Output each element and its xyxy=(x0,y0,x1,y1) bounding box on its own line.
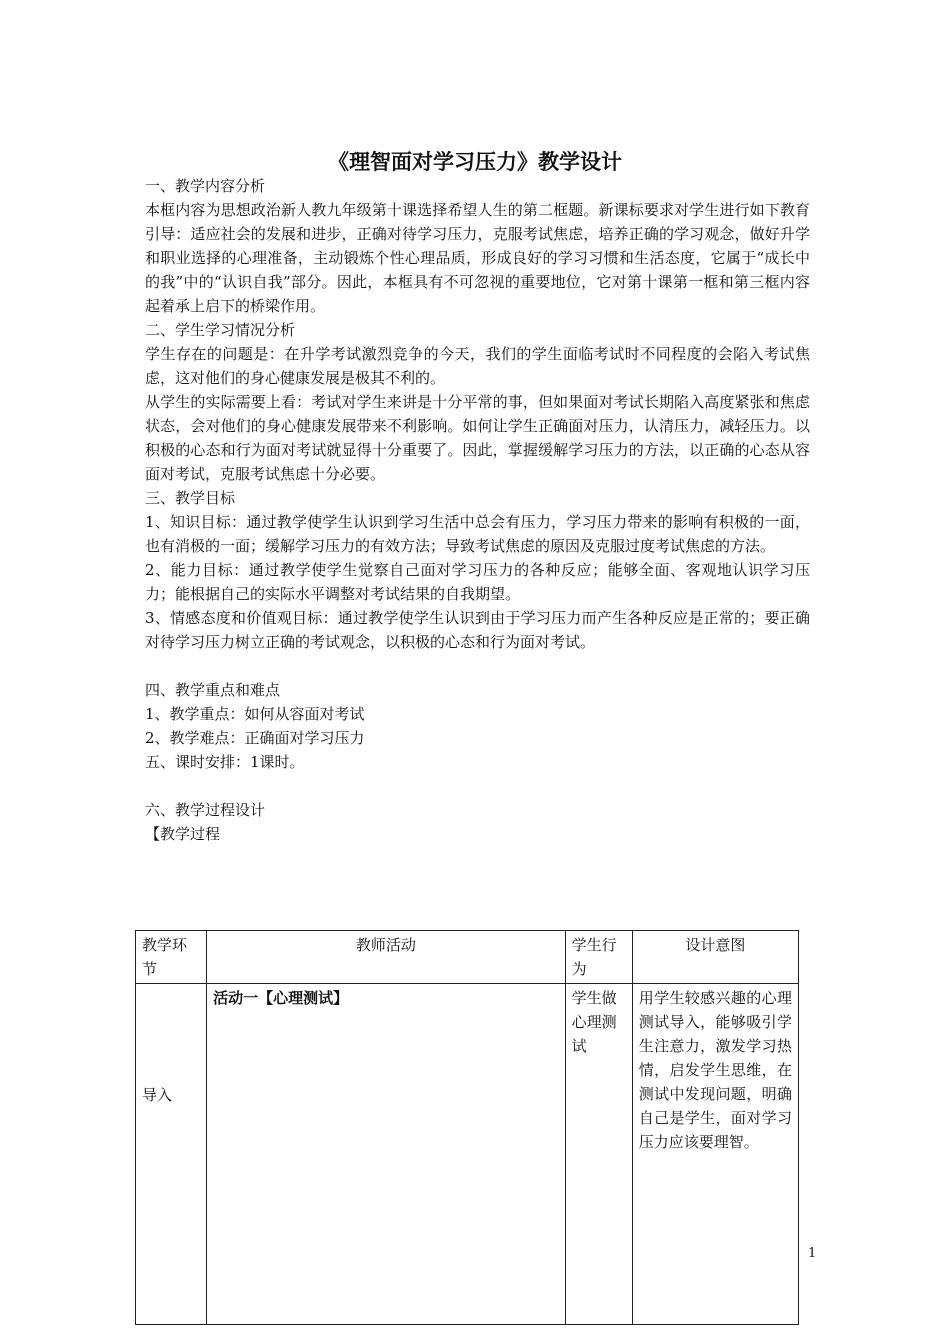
student-needs-paragraph: 从学生的实际需要上看：考试对学生来讲是十分平常的事，但如果面对考试长期陷入高度紧张和焦虑状态，会对他们的身心健康发展带来不利影响。如何让学生正确面对压力，认清压力，减轻压力。以积极的心态和行为面对考试就显得十分重要了。因此，掌握缓解学习压力的方法，以正确的心态从容面对考试，克服考试焦虑十分必要。 xyxy=(145,393,810,483)
table-header-row xyxy=(136,931,799,984)
page-number: 1 xyxy=(808,1246,817,1261)
header-teacher: 教师活动 xyxy=(207,931,566,984)
cell-stage: 导入 xyxy=(136,984,207,1325)
attitude-goal: 3、情感态度和价值观目标：通过教学使学生认识到由于学习压力而产生各种反应是正常的；要正确对待学习压力树立正确的考试观念，以积极的心态和行为面对考试。 xyxy=(145,609,810,651)
student-problem-paragraph: 学生存在的问题是：在升学考试激烈竞争的今天，我们的学生面临考试时不同程度的会陷入考试焦虑，这对他们的身心健康发展是极其不利的。 xyxy=(145,345,810,387)
class-hours: 五、课时安排：1课时。 xyxy=(145,753,305,771)
header-student: 学生行为 xyxy=(565,931,632,984)
content-analysis-paragraph: 本框内容为思想政治新人教九年级第十课选择希望人生的第二框题。新课标要求对学生进行如下教育引导：适应社会的发展和进步，正确对待学习压力，克服考试焦虑，培养正确的学习观念，做好升学和职业选择的心理准备，主动锻炼个性心理品质，形成良好的学习习惯和生活态度，它属于“成长中的我”中的“认识自我”部分。因此，本框具有不可忽视的重要地位，它对第十课第一框和第三框内容起着承上启下的桥梁作用。 xyxy=(145,201,810,315)
difficult-point: 2、教学难点：正确面对学习压力 xyxy=(145,729,365,747)
document-title: 《理智面对学习压力》教学设计 xyxy=(328,150,622,174)
document-body xyxy=(145,174,810,846)
knowledge-goal: 1、知识目标：通过教学使学生认识到学习生活中总会有压力，学习压力带来的影响有积极的一面，也有消极的一面；缓解学习压力的有效方法；导致考试焦虑的原因及克服过度考试焦虑的方法。 xyxy=(145,513,810,555)
ability-goal: 2、能力目标：通过教学使学生觉察自己面对学习压力的各种反应；能够全面、客观地认识学习压力；能根据自己的实际水平调整对考试结果的自我期望。 xyxy=(145,561,810,603)
teaching-process-table xyxy=(135,930,799,1325)
header-intent: 设计意图 xyxy=(632,931,798,984)
section-heading-1: 一、教学内容分析 xyxy=(145,177,266,195)
cell-student: 学生做心理测试 xyxy=(565,984,632,1325)
table-row xyxy=(136,984,799,1325)
section-heading-2: 二、学生学习情况分析 xyxy=(145,321,296,339)
header-stage: 教学环节 xyxy=(136,931,207,984)
section-heading-4: 四、教学重点和难点 xyxy=(145,681,281,699)
cell-teacher: 活动一【心理测试】 xyxy=(207,984,566,1325)
section-heading-3: 三、教学目标 xyxy=(145,489,236,507)
key-point: 1、教学重点：如何从容面对考试 xyxy=(145,705,365,723)
process-label: 【教学过程 xyxy=(145,825,221,843)
cell-intent: 用学生较感兴趣的心理测试导入，能够吸引学生注意力，激发学习热情，启发学生思维，在测试中发现问题，明确自己是学生，面对学习压力应该要理智。 xyxy=(632,984,798,1325)
section-heading-6: 六、教学过程设计 xyxy=(145,801,266,819)
